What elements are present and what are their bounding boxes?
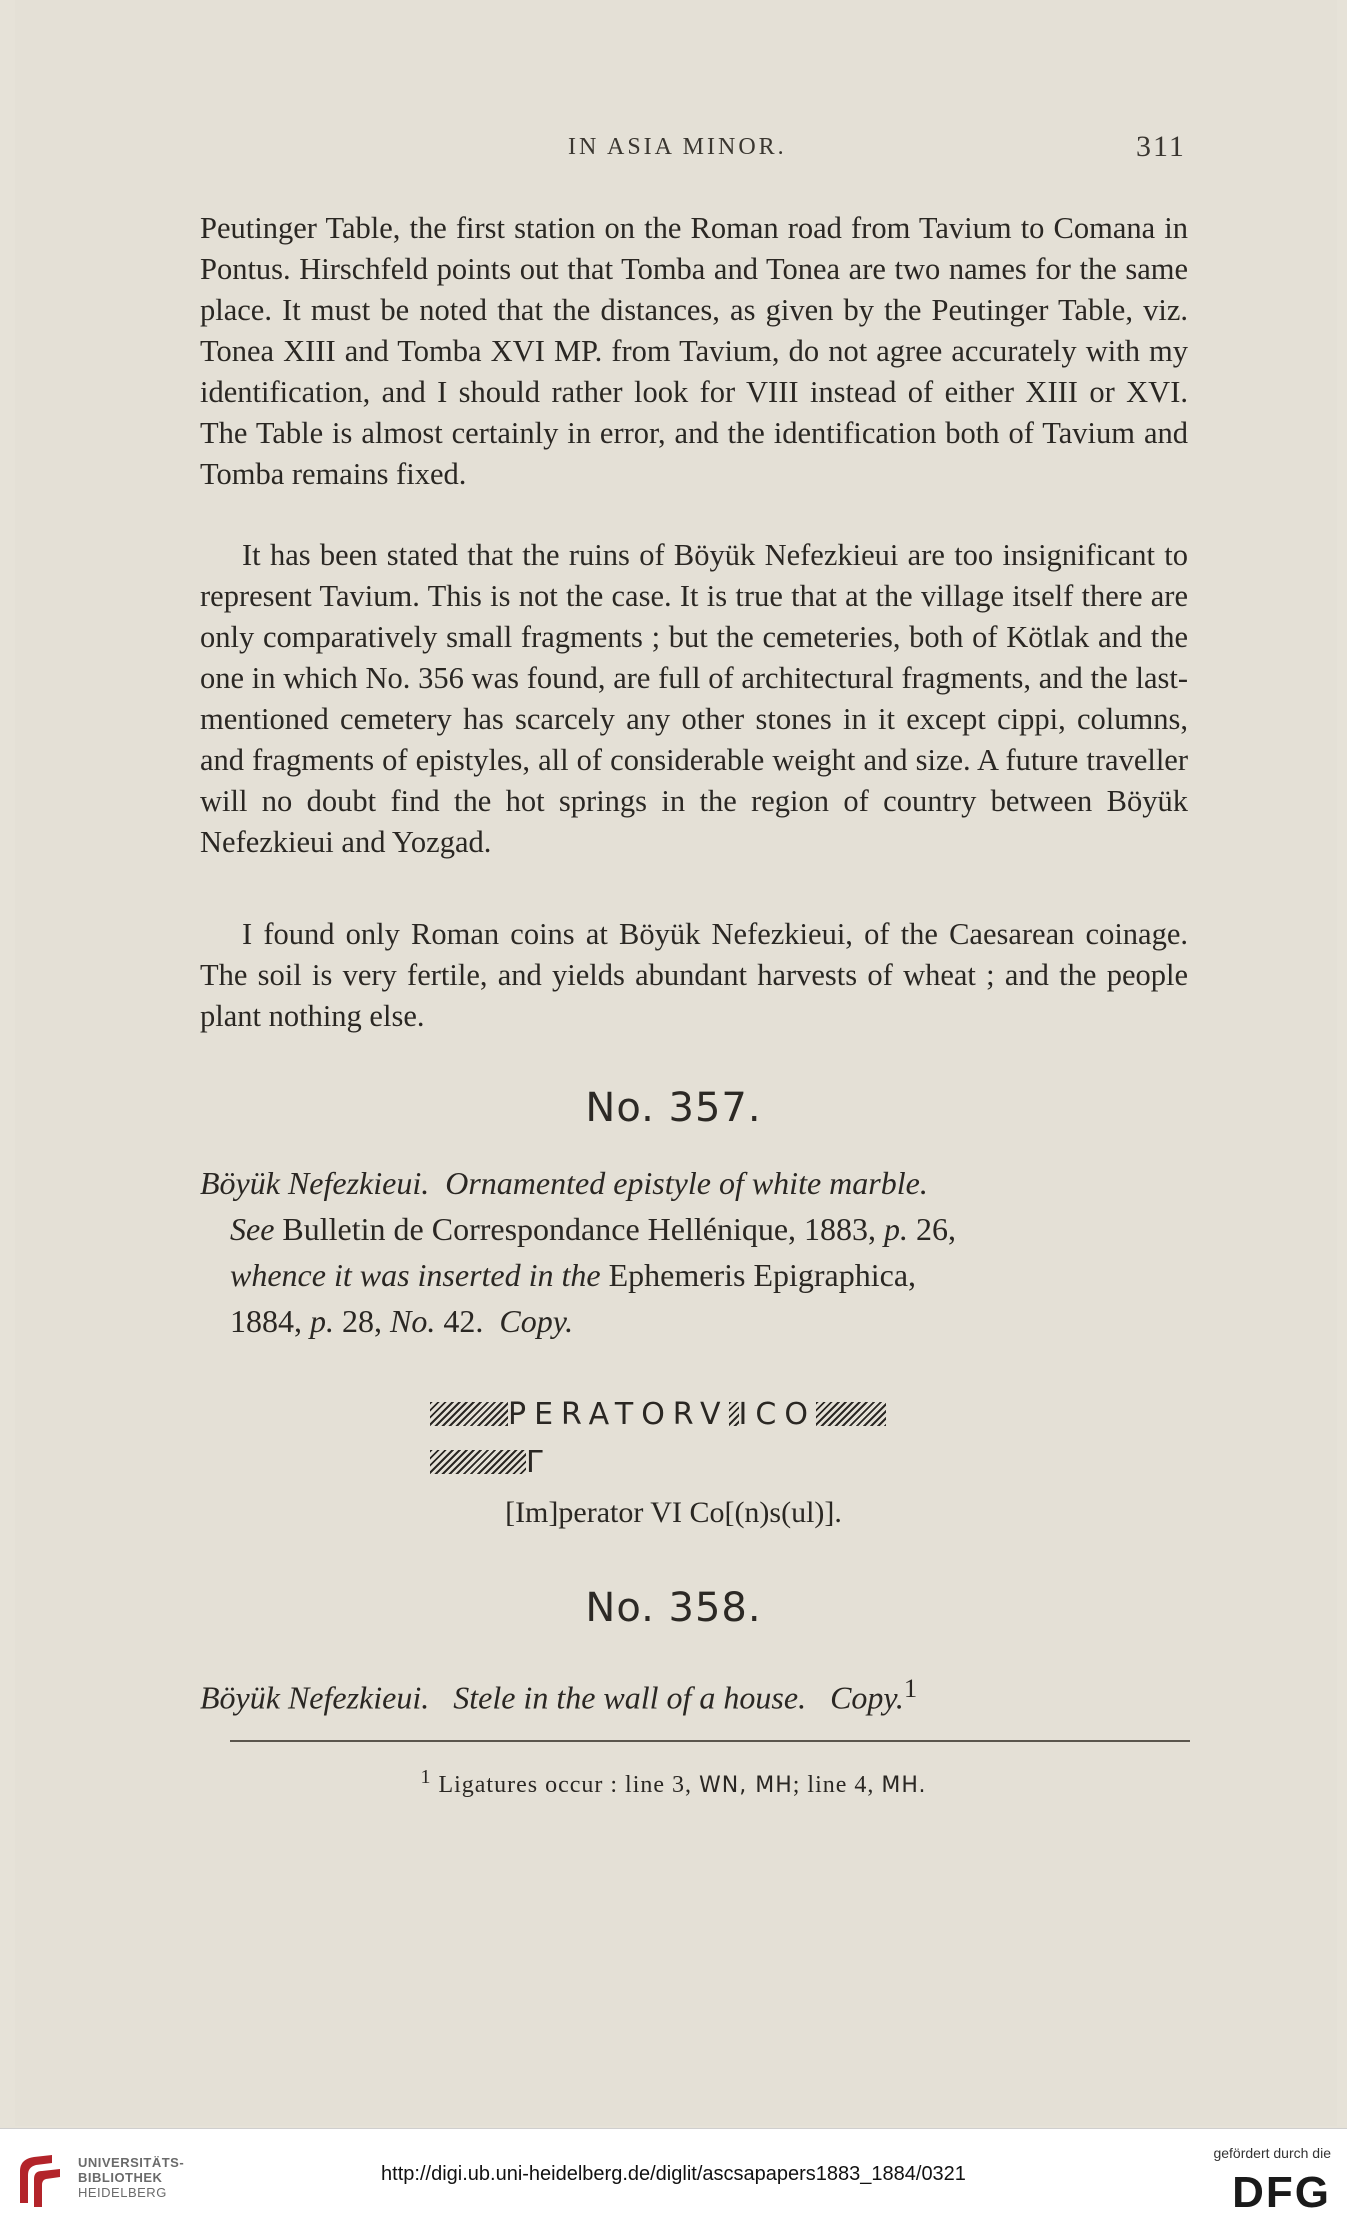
page-abbr: p. <box>884 1211 909 1247</box>
entry-358-object: Stele in the wall of a house. <box>453 1679 807 1716</box>
entry-357-reference <box>200 1211 956 1339</box>
number-42: 42. <box>443 1303 484 1339</box>
paragraph-2: It has been stated that the ruins of Böyük Nefezkieui are too insignificant to represent Tavium. This is not the case. It is true that at the village itself there are only comparatively small fragments ; but the cemeteries, both of Kötlak and the one in which No. 356 was found, are full of architectural fragments, and the last-mentioned cemetery has scarcely any other stones in it except cippi, columns, and fragments of epistyles, all of considerable weight and size. A future traveller will no doubt find the hot springs in the region of country between Böyük Nefezkieui and Yozgad. <box>200 538 1188 859</box>
inscription-transcription: [Im]perator VI Co[(n)s(ul)]. <box>505 1496 842 1529</box>
entry-358-place: Böyük Nefezkieui. <box>200 1679 430 1716</box>
paragraph-3: I found only Roman coins at Böyük Nefezkieui, of the Caesarean coinage. The soil is very fertile, and yields abundant harvests of wheat ; and the people plant nothing else. <box>200 917 1188 1033</box>
inscription-line-1 <box>430 1397 886 1432</box>
page-26: 26, <box>916 1211 957 1247</box>
permalink[interactable]: http://digi.ub.uni-heidelberg.de/diglit/ascsapapers1883_1884/0321 <box>381 2163 966 2185</box>
entry-357-description <box>200 1160 1190 1344</box>
entry-358-heading: No. 358. <box>585 1585 762 1631</box>
footnote-number: 1 <box>420 1766 432 1788</box>
library-name-line-1: UNIVERSITÄTS- <box>78 2155 185 2170</box>
entry-358-description <box>200 1665 1190 1721</box>
copy-label: Copy. <box>499 1303 574 1339</box>
entry-358-copy: Copy. <box>830 1679 904 1716</box>
library-name-line-3: HEIDELBERG <box>78 2185 167 2200</box>
see-label: See <box>230 1211 275 1247</box>
inscription-text-2: CO <box>755 1397 816 1432</box>
entry-357-heading: No. 357. <box>585 1085 762 1131</box>
running-header <box>0 130 1347 170</box>
damage-hatching-line-2 <box>430 1450 526 1474</box>
viewer-footer <box>0 2128 1347 2229</box>
number-abbr: No. <box>390 1303 436 1339</box>
whence-phrase: whence it was inserted in the <box>230 1257 601 1293</box>
footnote-divider <box>230 1740 1190 1742</box>
inscription-text-line-2: Γ <box>526 1445 551 1480</box>
page-abbr-2: p. <box>310 1303 334 1339</box>
footnote-text: Ligatures occur : line 3, <box>438 1772 693 1798</box>
page-28: 28, <box>342 1303 382 1339</box>
inscription-text-1: PERATORV <box>508 1397 729 1432</box>
footnote-reference[interactable]: 1 <box>903 1673 918 1703</box>
dfg-logo[interactable]: DFG <box>1232 2168 1331 2217</box>
funded-by-label: gefördert durch die <box>1213 2145 1331 2161</box>
paragraph-1: Peutinger Table, the first station on the Roman road from Tavium to Comana in Pontus. Hirschfeld points out that Tomba and Tonea are two names for the same place. It must be noted that the distances, as given by the Peutinger Table, viz. Tonea XIII and Tomba XVI MP. from Tavium, do not agree accurately with my identification, and I should rather look for VIII instead of either XIII or XVI. The Table is almost certainly in error, and the identification both of Tavium and Tomba remains fixed. <box>200 211 1188 491</box>
damage-hatching-right <box>816 1402 886 1426</box>
footnote-text-2: ; line 4, <box>792 1772 875 1798</box>
entry-357-object: Ornamented epistyle of white marble. <box>445 1165 928 1201</box>
ephemeris-citation: Ephemeris Epigraphica, <box>608 1257 917 1293</box>
page-number: 311 <box>1136 130 1186 163</box>
footnote <box>0 1766 1347 1799</box>
inscription-ligature: I <box>738 1397 756 1432</box>
running-title: IN ASIA MINOR. <box>568 134 787 160</box>
bulletin-citation: Bulletin de Correspondance Hellénique, 1883, <box>282 1211 877 1247</box>
damage-hatching-left <box>430 1402 508 1426</box>
footnote-ligatures-line-3: WN, MH <box>699 1773 793 1798</box>
inscription-line-2 <box>430 1445 551 1480</box>
footnote-ligatures-line-4: MH. <box>881 1773 927 1798</box>
library-name-line-2: BIBLIOTHEK <box>78 2170 163 2185</box>
ephemeris-year: 1884, <box>230 1303 302 1339</box>
entry-357-place: Böyük Nefezkieui. <box>200 1165 430 1201</box>
damage-hatching-mid <box>729 1402 739 1426</box>
